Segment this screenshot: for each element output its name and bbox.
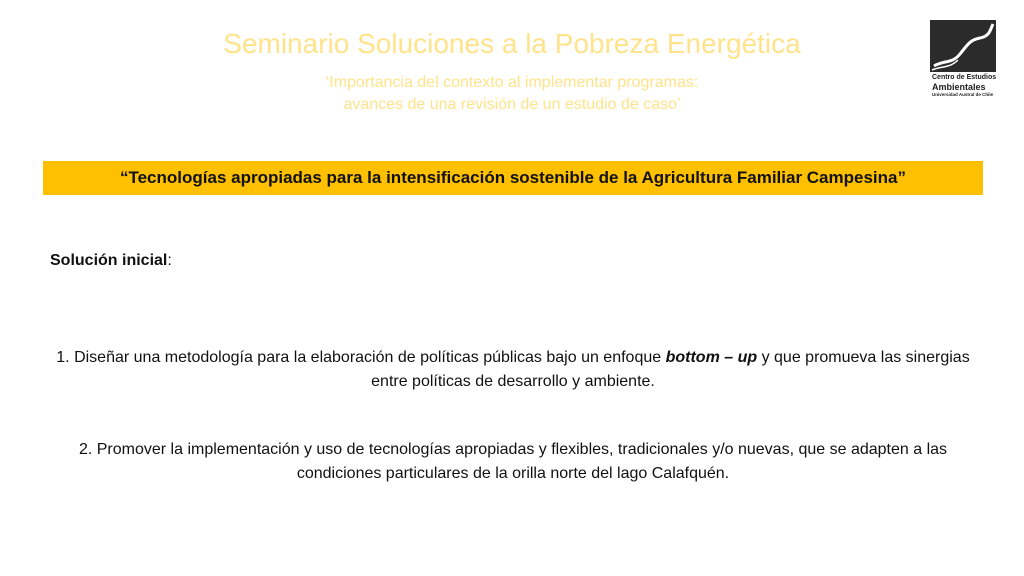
- banner-text: “Tecnologías apropiadas para la intensificación sostenible de la Agricultura Familiar Campesina”: [119, 168, 906, 187]
- item1-text-before: 1. Diseñar una metodología para la elaboración de políticas públicas bajo un enfoque: [56, 349, 666, 366]
- solution-item-2: 2. Promover la implementación y uso de tecnologías apropiadas y flexibles, tradicionales y/o nuevas, que se adapten a las condiciones particulares de la orilla norte del lago Calafquén.: [78, 441, 948, 482]
- page-subtitle: [0, 72, 1024, 116]
- subtitle-line-2: avances de una revisión de un estudio de caso’: [343, 96, 681, 113]
- section-heading: [50, 252, 172, 270]
- item1-emphasis: bottom – up: [665, 349, 758, 366]
- item1-text-after: y que promueva las sinergias entre políticas de desarrollo y ambiente.: [371, 349, 970, 390]
- logo-line-1: Centro de Estudios: [932, 74, 997, 81]
- section-label: Solución inicial: [50, 252, 168, 269]
- institution-logo: [930, 20, 1000, 102]
- solution-item-1: [43, 346, 983, 394]
- highlight-banner: [43, 161, 983, 195]
- section-colon: :: [167, 252, 172, 269]
- subtitle-line-1: ‘Importancia del contexto al implementar programas:: [325, 74, 699, 91]
- logo-line-2: Ambientales: [932, 82, 986, 92]
- logo-line-3: Universidad Austral de Chile: [932, 92, 994, 97]
- page-title: Seminario Soluciones a la Pobreza Energética: [223, 28, 801, 59]
- river-logo-icon: [930, 20, 996, 72]
- logo-text: [932, 74, 1002, 98]
